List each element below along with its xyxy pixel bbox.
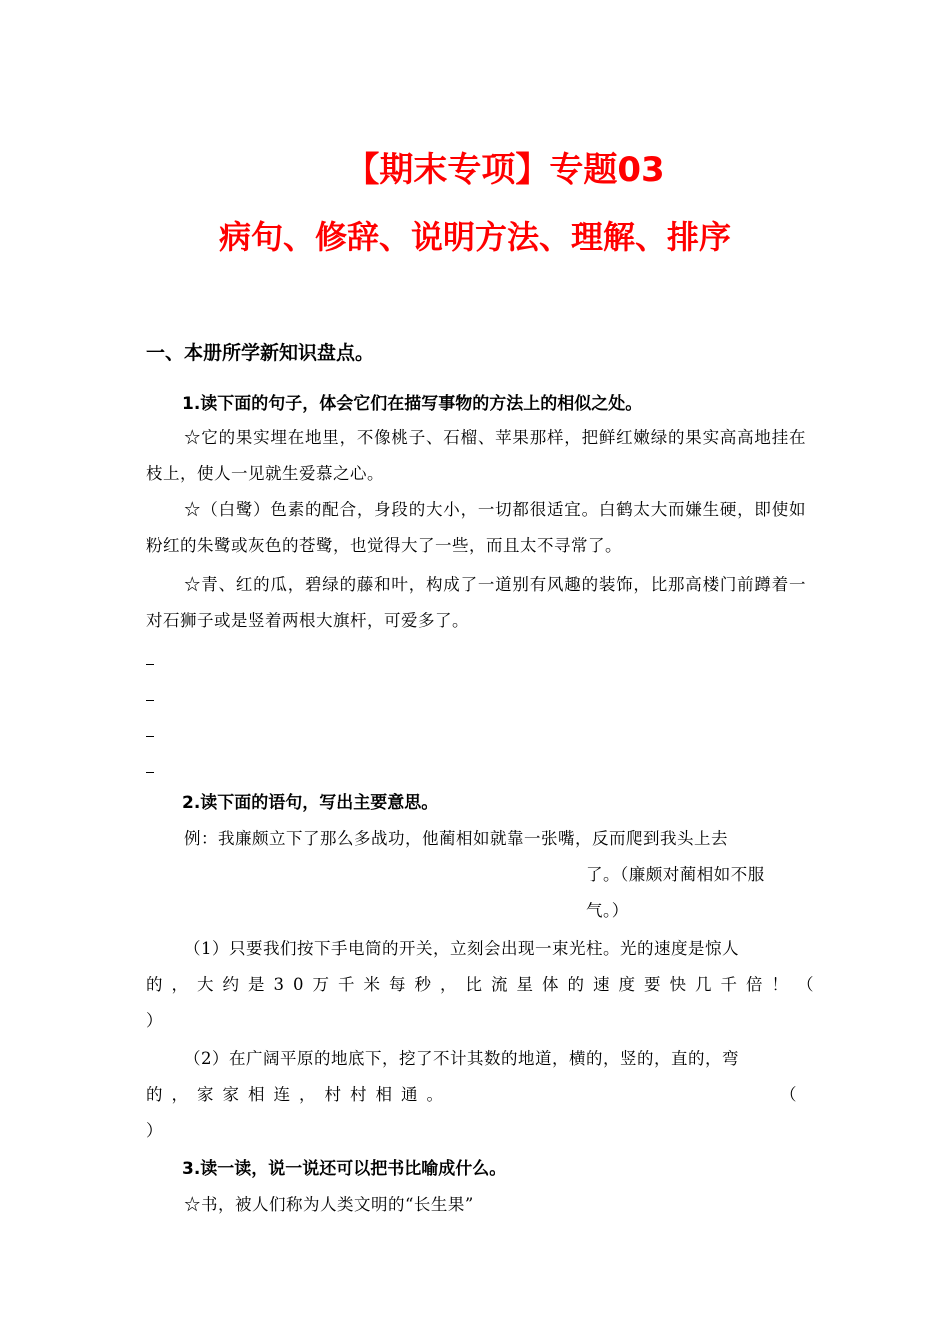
q2-item-2-bracket-open: （	[780, 1085, 797, 1104]
q2-item-2-line-3: ）	[146, 1121, 163, 1140]
q2-item-1-line-2: 的，大约是30万千米每秒，比流星体的速度要快几千倍！（	[146, 975, 823, 994]
q3-sentence-1: ☆书，被人们称为人类文明的“长生果”	[184, 1195, 474, 1214]
q2-item-1-line-1: （1）只要我们按下手电筒的开关，立刻会出现一束光柱。光的速度是惊人	[184, 939, 739, 958]
q1-sentence-1: ☆它的果实埋在地里，不像桃子、石榴、苹果那样，把鲜红嫩绿的果实高高地挂在枝上，使人一见就生爱慕之心。	[146, 428, 806, 483]
q2-item-2-line-2: 的，家家相连，村村相通。	[146, 1085, 452, 1104]
title-line-2: 病句、修辞、说明方法、理解、排序	[218, 218, 731, 256]
q2-example-line-1: 例：我廉颇立下了那么多战功，他蔺相如就靠一张嘴，反而爬到我头上去	[184, 829, 728, 848]
section-heading: 一、本册所学新知识盘点。	[146, 342, 375, 364]
question-3-heading: 3.读一读，说一说还可以把书比喻成什么。	[182, 1159, 507, 1179]
q2-item-1-line-3: ）	[146, 1011, 163, 1030]
q2-example-line-2: 了。（廉颇对蔺相如不服	[586, 865, 765, 884]
question-1-heading: 1.读下面的句子，体会它们在描写事物的方法上的相似之处。	[182, 394, 643, 414]
q1-sentence-3: ☆青、红的瓜，碧绿的藤和叶，构成了一道别有风趣的装饰，比那高楼门前蹲着一对石狮子或是竖着两根大旗杆，可爱多了。	[146, 575, 806, 630]
title-line-1: 【期末专项】专题03	[345, 150, 665, 190]
q2-item-2-line-1: （2）在广阔平原的地底下，挖了不计其数的地道，横的，竖的，直的，弯	[184, 1049, 739, 1068]
question-2-heading: 2.读下面的语句，写出主要意思。	[182, 793, 439, 813]
q1-sentence-2: ☆（白鹭）色素的配合，身段的大小，一切都很适宜。白鹤太大而嫌生硬，即使如粉红的朱鹭或灰色的苍鹭，也觉得大了一些，而且太不寻常了。	[146, 500, 806, 555]
answer-blank-1[interactable]	[146, 664, 154, 665]
answer-blank-2[interactable]	[146, 700, 154, 701]
answer-blank-3[interactable]	[146, 736, 154, 737]
answer-blank-4[interactable]	[146, 772, 154, 773]
q2-example-line-3: 气。）	[586, 901, 629, 920]
